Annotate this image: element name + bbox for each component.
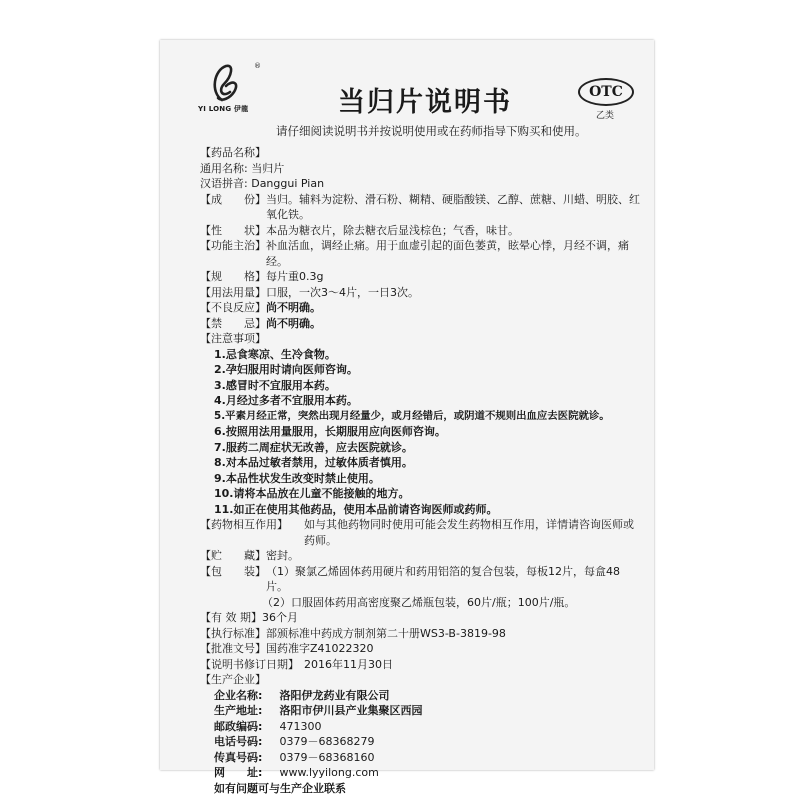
address-value: 洛阳市伊川县产业集聚区西园	[279, 704, 423, 717]
document-title: 当归片说明书	[338, 87, 512, 118]
packaging-line-1: （1）聚氯乙烯固体药用硬片和药用铝箔的复合包装，每板12片，每盒48片。	[266, 564, 620, 593]
spec-label: 【规 格】	[200, 270, 266, 283]
appearance-text: 本品为糖衣片，除去糖衣后显浅棕色；气香，味甘。	[266, 223, 519, 237]
leaflet-body	[200, 145, 640, 796]
adverse-text: 尚不明确。	[266, 301, 321, 314]
spec-row	[200, 269, 640, 285]
pinyin-value: Danggui Pian	[251, 177, 325, 190]
postcode-row	[200, 719, 640, 735]
interactions-label: 【药物相互作用】	[200, 518, 288, 531]
packaging-line-2: （2）口服固体药用高密度聚乙烯瓶包装，60片/瓶；100片/瓶。	[262, 595, 576, 609]
drug-name-heading: 【药品名称】	[200, 146, 266, 159]
appearance-row	[200, 223, 640, 239]
ingredients-text: 当归。辅料为淀粉、滑石粉、糊精、硬脂酸镁、乙醇、蔗糖、川蜡、明胶、红氧化铁。	[266, 192, 640, 221]
indications-row	[200, 238, 640, 269]
usage-warning: 请仔细阅读说明书并按说明使用或在药师指导下购买和使用。	[276, 124, 587, 138]
pinyin-row	[200, 176, 640, 192]
approval-text: 国药准字Z41022320	[266, 642, 374, 655]
postcode-value: 471300	[279, 719, 322, 733]
company-logo	[198, 62, 261, 114]
packaging-spacer	[200, 595, 262, 611]
precaution-item: 9.本品性状发生改变时禁止使用。	[214, 471, 380, 485]
interactions-text: 如与其他药物同时使用可能会发生药物相互作用，详情请咨询医师或药师。	[304, 518, 634, 547]
precaution-item: 6.按照用法用量服用，长期服用应向医师咨询。	[214, 425, 446, 438]
packaging-row-2	[200, 595, 640, 611]
adverse-row	[200, 300, 640, 316]
standard-row	[200, 626, 640, 642]
standard-text: 部颁标准中药成方制剂第二十册WS3-B-3819-98	[266, 626, 506, 640]
ingredients-row	[200, 192, 640, 223]
storage-row	[200, 548, 640, 564]
precaution-item: 8.对本品过敏者禁用，过敏体质者慎用。	[214, 456, 413, 469]
dosage-text: 口服，一次3～4片，一日3次。	[266, 285, 419, 299]
address-label: 生产地址:	[214, 704, 263, 717]
precaution-item: 4.月经过多者不宜服用本药。	[214, 394, 358, 407]
phone-value: 0379－68368279	[279, 735, 375, 748]
appearance-label: 【性 状】	[200, 223, 266, 237]
fax-label: 传真号码:	[214, 750, 263, 764]
generic-name-row	[200, 161, 640, 177]
company-name-value: 洛阳伊龙药业有限公司	[279, 688, 390, 702]
contraindications-text: 尚不明确。	[266, 316, 321, 330]
packaging-row	[200, 564, 640, 595]
storage-text: 密封。	[266, 549, 299, 562]
ingredients-label: 【成 份】	[200, 192, 266, 206]
address-row	[200, 703, 640, 719]
phone-row	[200, 734, 640, 750]
dosage-row	[200, 285, 640, 301]
interactions-row	[200, 517, 640, 548]
precaution-item: 10.请将本品放在儿童不能接触的地方。	[214, 487, 410, 500]
approval-label: 【批准文号】	[200, 642, 266, 655]
packaging-label: 【包 装】	[200, 564, 266, 578]
otc-class-label: 乙类	[596, 111, 615, 121]
revision-label: 【说明书修订日期】	[200, 657, 299, 671]
dosage-label: 【用法用量】	[200, 285, 266, 299]
logo-text: YI LONG 伊龍	[198, 105, 249, 113]
contraindications-label: 【禁 忌】	[200, 316, 266, 330]
validity-label: 【有 效 期】	[200, 611, 262, 624]
contact-note: 如有问题可与生产企业联系	[214, 781, 346, 795]
standard-label: 【执行标准】	[200, 626, 266, 640]
indications-label: 【功能主治】	[200, 239, 266, 252]
registered-mark: ®	[254, 62, 261, 70]
manufacturer-heading: 【生产企业】	[200, 673, 266, 686]
phone-label: 电话号码:	[214, 735, 263, 748]
revision-row	[200, 657, 640, 673]
website-label: 网 址:	[214, 766, 263, 779]
validity-text: 36个月	[262, 611, 298, 624]
spec-text: 每片重0.3g	[266, 270, 324, 283]
pinyin-label: 汉语拼音:	[200, 177, 248, 190]
precautions-heading: 【注意事项】	[200, 332, 266, 345]
postcode-label: 邮政编码:	[214, 719, 263, 733]
generic-name-value: 当归片	[251, 161, 285, 175]
generic-name-label: 通用名称:	[200, 161, 248, 175]
leaflet-sheet	[160, 40, 654, 795]
precaution-item: 3.感冒时不宜服用本药。	[214, 378, 336, 392]
precaution-item: 5.平素月经正常，突然出现月经量少，或月经错后，或阴道不规则出血应去医院就诊。	[214, 409, 610, 422]
precaution-item: 7.服药二周症状无改善，应去医院就诊。	[214, 440, 413, 454]
precaution-item: 2.孕妇服用时请向医师咨询。	[214, 363, 358, 376]
company-name-label: 企业名称:	[214, 688, 263, 702]
indications-text: 补血活血，调经止痛。用于血虚引起的面色萎黄，眩晕心悸，月经不调，痛经。	[266, 239, 629, 268]
website-row	[200, 765, 640, 781]
approval-row	[200, 641, 640, 657]
revision-text: 2016年11月30日	[304, 657, 393, 671]
precaution-item: 1.忌食寒凉、生冷食物。	[214, 347, 336, 361]
fax-row	[200, 750, 640, 766]
fax-value: 0379－68368160	[279, 750, 375, 764]
otc-badge: OTC	[578, 78, 634, 106]
adverse-label: 【不良反应】	[200, 301, 266, 314]
precaution-item: 11.如正在使用其他药品，使用本品前请咨询医师或药师。	[214, 502, 498, 516]
logo-mark-icon	[208, 62, 248, 104]
website-value: www.lyyilong.com	[279, 766, 379, 779]
validity-row	[200, 610, 640, 626]
storage-label: 【贮 藏】	[200, 549, 266, 562]
contraindications-row	[200, 316, 640, 332]
company-name-row	[200, 688, 640, 704]
